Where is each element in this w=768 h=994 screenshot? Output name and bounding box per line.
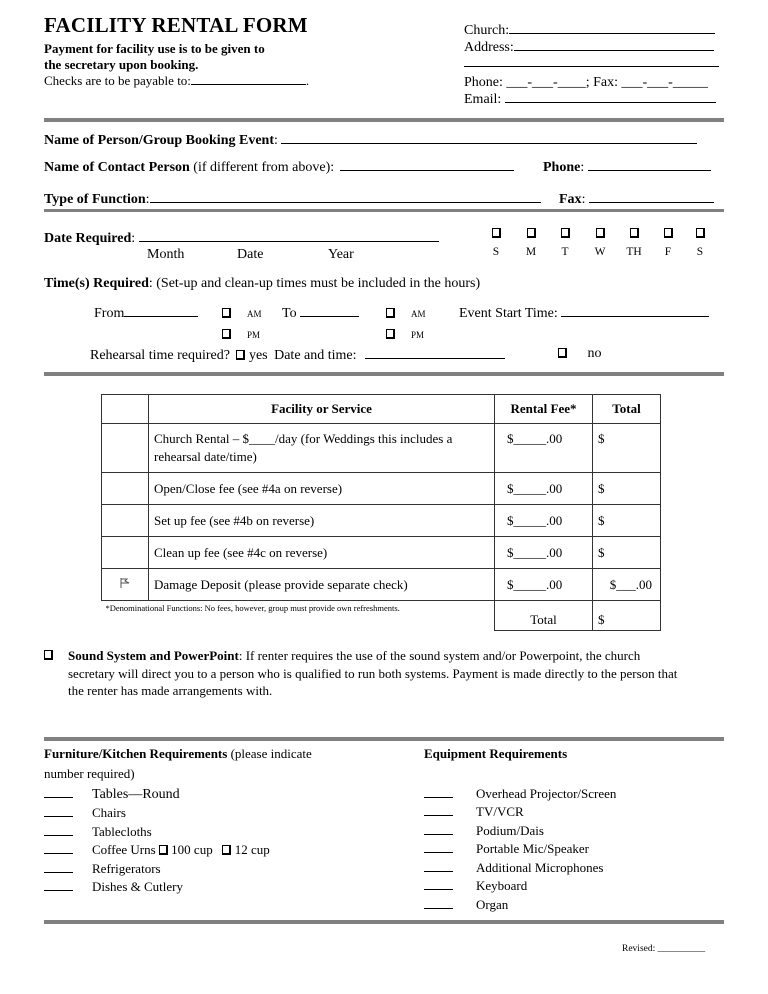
- table-header-row: [102, 395, 661, 424]
- month-label: Month: [147, 247, 185, 262]
- fee-cell[interactable]: $_____.00: [495, 569, 593, 601]
- item-label: TV/VCR: [476, 804, 524, 819]
- quantity-field[interactable]: [44, 824, 73, 836]
- church-fax-label: Fax:: [593, 75, 618, 90]
- quantity-field[interactable]: [424, 897, 453, 909]
- page-title: FACILITY RENTAL FORM: [44, 13, 308, 37]
- service-text: Church Rental – $____/day (for Weddings this includes a: [154, 431, 453, 446]
- sound-system-title: Sound System and PowerPoint: [68, 648, 239, 663]
- rehearsal-date-time-field[interactable]: [365, 346, 505, 359]
- furniture-title: Furniture/Kitchen Requirements: [44, 746, 228, 761]
- times-required-row: [44, 276, 480, 292]
- phone-field[interactable]: [588, 158, 711, 171]
- checks-payable-row: [44, 73, 309, 89]
- checkbox-icon[interactable]: [664, 228, 673, 238]
- service-cell: Open/Close fee (see #4a on reverse): [149, 473, 495, 505]
- day-label: M: [525, 246, 537, 258]
- quantity-field[interactable]: [424, 786, 453, 798]
- footnote: *Denominational Functions: No fees, however, group must provide own refreshments.: [105, 603, 400, 613]
- checkbox-icon[interactable]: [527, 228, 536, 238]
- row-icon-cell: [102, 473, 149, 505]
- revised-row: [622, 944, 705, 954]
- function-label: Type of Function: [44, 192, 146, 207]
- sound-system-text: secretary will direct you to a person who is qualified to run both systems. Payment is made directly to the person that: [68, 665, 678, 681]
- day-label: F: [664, 246, 672, 258]
- urn-100-checkbox[interactable]: [159, 845, 168, 855]
- furniture-item: [44, 824, 152, 840]
- furniture-item: [44, 786, 180, 803]
- address-line2-row: [464, 54, 719, 72]
- day-label: W: [594, 246, 606, 258]
- revised-label: Revised:: [622, 944, 656, 954]
- row-icon-cell: [102, 537, 149, 569]
- from-pm-option[interactable]: [222, 325, 260, 343]
- checks-payable-label: Checks are to be payable to:: [44, 73, 191, 88]
- quantity-field[interactable]: [44, 879, 73, 891]
- church-phone-field[interactable]: ___-___-____;: [506, 75, 590, 90]
- urn-12-label: 12 cup: [234, 842, 270, 857]
- sound-system-checkbox[interactable]: [44, 650, 53, 660]
- colon: :: [145, 192, 150, 207]
- checkbox-icon[interactable]: [630, 228, 639, 238]
- to-pm-option[interactable]: [386, 325, 424, 343]
- equipment-item: [424, 823, 544, 839]
- address-field[interactable]: [514, 40, 714, 51]
- fax-label: Fax: [559, 192, 582, 207]
- item-label: Chairs: [92, 805, 126, 820]
- item-label: Dishes & Cutlery: [92, 879, 183, 894]
- colon: :: [131, 231, 136, 246]
- header-facility-service: Facility or Service: [149, 395, 495, 424]
- day-wednesday[interactable]: [588, 228, 612, 258]
- am-label: AM: [247, 309, 262, 319]
- contact-note: (if different from above):: [189, 160, 335, 175]
- to-time-field[interactable]: [300, 304, 359, 317]
- furniture-note-cont: number required): [44, 766, 135, 781]
- furniture-item: [44, 861, 161, 877]
- quantity-field[interactable]: [424, 860, 453, 872]
- equipment-title: Equipment Requirements: [424, 746, 568, 761]
- urn-12-checkbox[interactable]: [222, 845, 231, 855]
- sound-system-option[interactable]: [44, 647, 53, 663]
- sound-system-text: : If renter requires the use of the sound system and/or Powerpoint, the church: [238, 648, 641, 663]
- checkbox-icon[interactable]: [696, 228, 705, 238]
- date-required-field[interactable]: [139, 229, 439, 242]
- fees-table: [101, 394, 661, 631]
- day-monday[interactable]: [519, 228, 543, 258]
- pm-label: PM: [247, 330, 261, 340]
- furniture-item: [44, 879, 183, 895]
- times-required-label: Time(s) Required: [44, 276, 149, 291]
- fee-cell[interactable]: $_____.00: [495, 424, 593, 473]
- item-label: Overhead Projector/Screen: [476, 786, 617, 801]
- payment-instruction-line1: Payment for facility use is to be given to: [44, 41, 265, 56]
- rehearsal-no-checkbox[interactable]: [558, 348, 567, 358]
- section-divider: [44, 118, 724, 122]
- church-label: Church:: [464, 23, 510, 38]
- table-row: [102, 424, 661, 473]
- colon: :: [581, 192, 586, 207]
- day-sunday[interactable]: [484, 228, 508, 258]
- item-label: Tablecloths: [92, 824, 152, 839]
- fee-cell[interactable]: $_____.00: [495, 473, 593, 505]
- times-required-note: : (Set-up and clean-up times must be included in the hours): [148, 276, 481, 291]
- service-cell: Damage Deposit (please provide separate check): [149, 569, 495, 601]
- item-label: Coffee Urns: [92, 842, 156, 857]
- rehearsal-yes-label: yes: [248, 348, 268, 363]
- fax-field[interactable]: [589, 190, 714, 203]
- date-required-row: [44, 229, 439, 247]
- contact-field[interactable]: [340, 158, 514, 171]
- from-time-field[interactable]: [124, 304, 198, 317]
- email-field[interactable]: [505, 92, 716, 103]
- header-blank: [102, 395, 149, 424]
- person-group-field[interactable]: [281, 131, 697, 144]
- event-start-label: Event Start Time:: [459, 306, 558, 321]
- sound-system-text: the renter has made arrangements with.: [68, 683, 273, 698]
- service-text-cont: rehearsal date/time): [154, 449, 257, 464]
- equipment-item: [424, 786, 616, 802]
- item-label: Organ: [476, 897, 509, 912]
- period: .: [305, 73, 310, 88]
- day-label: TH: [626, 246, 642, 258]
- checkbox-icon[interactable]: [386, 308, 395, 318]
- am-label: AM: [411, 309, 426, 319]
- day-saturday[interactable]: [688, 228, 712, 258]
- quantity-field[interactable]: [424, 841, 453, 853]
- table-row: [102, 569, 661, 601]
- urn-100-label: 100 cup: [171, 842, 213, 857]
- total-cell[interactable]: $: [593, 537, 661, 569]
- church-fax-field[interactable]: ___-___-_____: [621, 75, 708, 90]
- table-row: [102, 473, 661, 505]
- from-am-option[interactable]: [222, 304, 262, 322]
- quantity-field[interactable]: [44, 842, 73, 854]
- furniture-item: [44, 842, 270, 858]
- table-row: [102, 537, 661, 569]
- colon: :: [273, 133, 278, 148]
- equipment-item: [424, 841, 589, 857]
- furniture-heading: [44, 746, 312, 762]
- quantity-field[interactable]: [424, 823, 453, 835]
- total-cell[interactable]: $___.00: [593, 569, 661, 601]
- checks-payable-field[interactable]: [191, 74, 306, 85]
- service-cell: Set up fee (see #4b on reverse): [149, 505, 495, 537]
- item-label: Tables—Round: [92, 787, 180, 802]
- equipment-item: [424, 860, 603, 876]
- row-icon-cell: [102, 569, 149, 601]
- day-tuesday[interactable]: [553, 228, 577, 258]
- item-label: Podium/Dais: [476, 823, 544, 838]
- rehearsal-row: [90, 346, 505, 364]
- equipment-item: [424, 804, 524, 820]
- grand-total-cell[interactable]: $: [593, 601, 661, 631]
- email-row: [464, 92, 716, 108]
- date-required-label: Date Required: [44, 231, 132, 246]
- rehearsal-no-option[interactable]: [558, 346, 602, 362]
- event-start-row: [459, 304, 709, 322]
- function-row: [44, 190, 541, 208]
- checkbox-icon[interactable]: [222, 329, 231, 339]
- fax-row: [559, 190, 714, 208]
- table-total-row: [102, 601, 661, 631]
- date-label: Date: [237, 247, 264, 262]
- item-label: Keyboard: [476, 878, 528, 893]
- rehearsal-label: Rehearsal time required?: [90, 348, 230, 363]
- quantity-field[interactable]: [424, 804, 453, 816]
- phone-label: Phone: [543, 160, 581, 175]
- section-divider: [44, 372, 724, 376]
- furniture-note: (please indicate: [227, 746, 312, 761]
- to-label: To: [282, 306, 297, 321]
- church-phone-fax-row: [464, 75, 708, 91]
- section-divider: [44, 737, 724, 741]
- checkbox-icon[interactable]: [222, 308, 231, 318]
- to-am-option[interactable]: [386, 304, 426, 322]
- checkbox-icon[interactable]: [561, 228, 570, 238]
- day-thursday[interactable]: [622, 228, 646, 258]
- row-icon-cell: [102, 505, 149, 537]
- quantity-field[interactable]: [44, 786, 73, 798]
- service-cell: [149, 424, 495, 473]
- service-cell: Clean up fee (see #4c on reverse): [149, 537, 495, 569]
- revised-field[interactable]: __________: [657, 944, 706, 954]
- rehearsal-no-label: no: [587, 346, 602, 361]
- quantity-field[interactable]: [424, 878, 453, 890]
- event-start-field[interactable]: [561, 304, 709, 317]
- checkbox-icon[interactable]: [596, 228, 605, 238]
- day-label: S: [696, 246, 704, 258]
- phone-row: [543, 158, 711, 176]
- person-group-label: Name of Person/Group Booking Event: [44, 133, 274, 148]
- flag-icon: [119, 577, 131, 589]
- colon: :: [580, 160, 585, 175]
- rehearsal-yes-checkbox[interactable]: [236, 350, 245, 360]
- section-divider: [44, 920, 724, 924]
- email-label: Email:: [464, 92, 502, 107]
- header-rental-fee: Rental Fee*: [495, 395, 593, 424]
- payment-instruction-line2: the secretary upon booking.: [44, 57, 199, 72]
- section-divider: [44, 209, 724, 212]
- day-label: S: [492, 246, 500, 258]
- checkbox-icon[interactable]: [492, 228, 501, 238]
- total-label: Total: [495, 601, 593, 631]
- church-field[interactable]: [509, 23, 715, 34]
- furniture-item: [44, 805, 126, 821]
- contact-row: [44, 158, 514, 176]
- church-phone-label: Phone:: [464, 75, 503, 90]
- address-label: Address:: [464, 40, 514, 55]
- equipment-item: [424, 878, 527, 894]
- person-group-row: [44, 131, 697, 149]
- total-cell[interactable]: $: [593, 473, 661, 505]
- item-label: Refrigerators: [92, 861, 161, 876]
- quantity-field[interactable]: [44, 805, 73, 817]
- total-cell[interactable]: $: [593, 505, 661, 537]
- year-label: Year: [328, 247, 354, 262]
- from-label: From: [94, 306, 125, 321]
- day-label: T: [561, 246, 569, 258]
- rehearsal-date-time-label: Date and time:: [274, 348, 357, 363]
- item-label: Portable Mic/Speaker: [476, 841, 589, 856]
- function-field[interactable]: [150, 190, 541, 203]
- contact-label: Name of Contact Person: [44, 160, 190, 175]
- pm-label: PM: [411, 330, 425, 340]
- church-row: [464, 23, 715, 39]
- table-row: [102, 505, 661, 537]
- header-total: Total: [593, 395, 661, 424]
- day-friday[interactable]: [656, 228, 680, 258]
- to-row: [282, 304, 359, 322]
- fee-cell[interactable]: $_____.00: [495, 537, 593, 569]
- checkbox-icon[interactable]: [386, 329, 395, 339]
- sound-system-paragraph: [68, 647, 677, 700]
- item-label: Additional Microphones: [476, 860, 604, 875]
- fee-cell[interactable]: $_____.00: [495, 505, 593, 537]
- from-row: [94, 304, 198, 322]
- total-cell[interactable]: $: [593, 424, 661, 473]
- equipment-item: [424, 897, 508, 913]
- quantity-field[interactable]: [44, 861, 73, 873]
- row-icon-cell: [102, 424, 149, 473]
- address-line2-field[interactable]: [464, 56, 719, 67]
